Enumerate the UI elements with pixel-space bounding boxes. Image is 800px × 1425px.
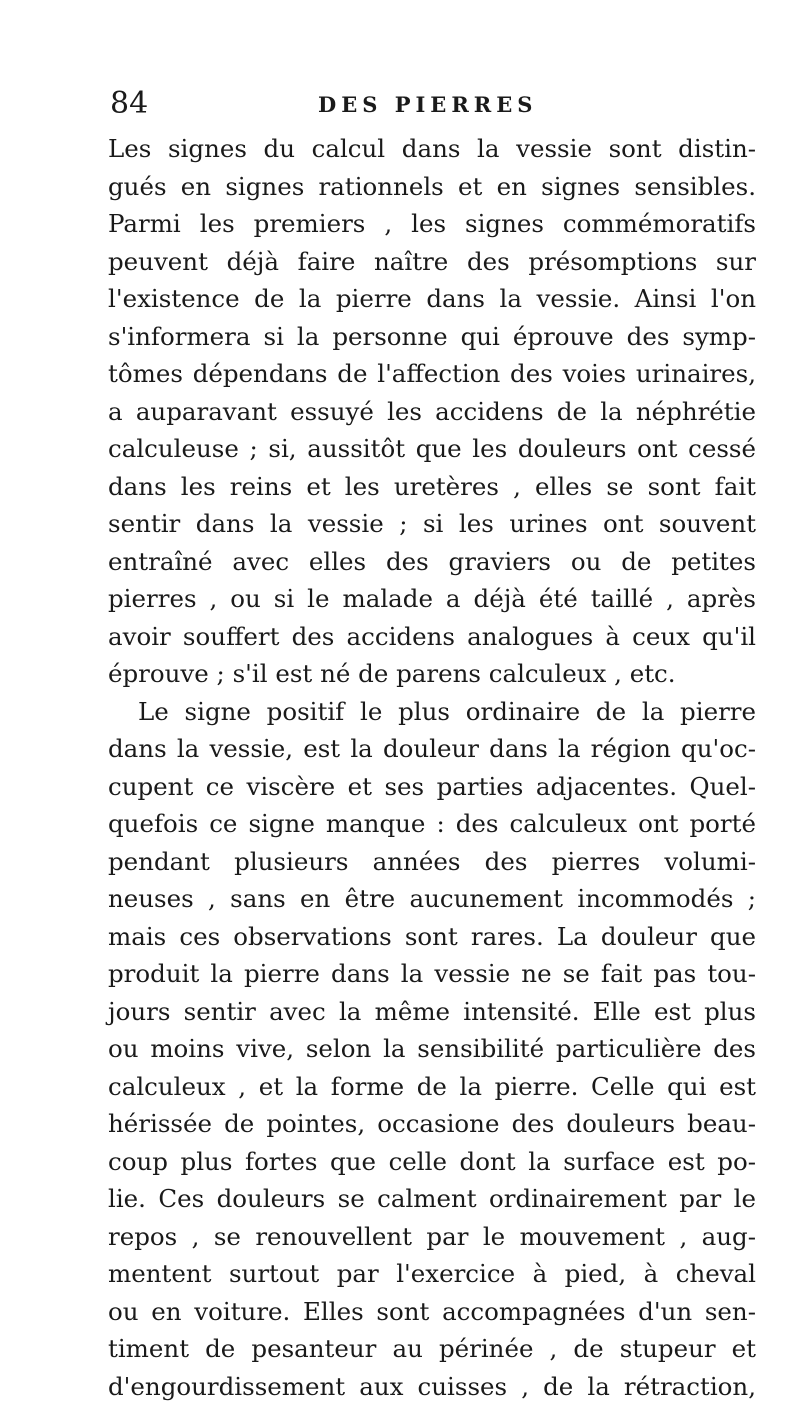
text-line: peuvent déjà faire naître des présomptions sur <box>108 246 756 276</box>
text-line: Parmi les premiers , les signes commémoratifs <box>108 209 756 238</box>
text-line: calculeuse ; si, aussitôt que les douleurs ont cessé <box>108 434 756 463</box>
text-line: avoir souffert des accidens analogues à ceux qu'il <box>108 621 756 651</box>
text-line: éprouve ; s'il est né de parens calculeux , etc. <box>108 659 676 688</box>
text-line: timent de pesanteur au périnée , de stupeur et <box>108 1334 756 1363</box>
running-head <box>108 84 708 124</box>
text-line: sentir dans la vessie ; si les urines ont souvent <box>108 509 756 538</box>
text-line: ou moins vive, selon la sensibilité particulière des <box>108 1034 756 1063</box>
text-line: jours sentir avec la même intensité. Elle est plus <box>108 996 756 1026</box>
text-line: pierres , ou si le malade a déjà été taillé , après <box>108 584 756 613</box>
page-number: 84 <box>110 86 149 121</box>
text-line: quefois ce signe manque : des calculeux ont porté <box>108 809 756 838</box>
running-title: DES PIERRES <box>318 92 538 117</box>
paragraph-start-line: Le signe positif le plus ordinaire de la pierre <box>138 696 756 726</box>
text-line: pendant plusieurs années des pierres volumi- <box>108 846 756 876</box>
text-line: d'engourdissement aux cuisses , de la rétraction, <box>108 1371 756 1401</box>
text-line: mentent surtout par l'exercice à pied, à cheval <box>108 1259 756 1288</box>
text-line: repos , se renouvellent par le mouvement , aug- <box>108 1221 756 1251</box>
text-line: a auparavant essuyé les accidens de la néphrétie <box>108 396 756 426</box>
text-line: Les signes du calcul dans la vessie sont distin- <box>108 134 756 163</box>
text-line: l'existence de la pierre dans la vessie. Ainsi l'on <box>108 284 756 313</box>
text-line: cupent ce viscère et ses parties adjacentes. Quel- <box>108 771 756 801</box>
text-line: neuses , sans en être aucunement incommodés ; <box>108 884 756 913</box>
text-line: calculeux , et la forme de la pierre. Celle qui est <box>108 1071 756 1101</box>
text-line: entraîné avec elles des graviers ou de petites <box>108 546 756 576</box>
body-text <box>108 130 756 1405</box>
text-line: tômes dépendans de l'affection des voies urinaires, <box>108 359 756 388</box>
text-line: gués en signes rationnels et en signes sensibles. <box>108 171 756 201</box>
text-line: mais ces observations sont rares. La douleur que <box>108 921 756 951</box>
text-line: coup plus fortes que celle dont la surface est po- <box>108 1146 756 1176</box>
text-line: lie. Ces douleurs se calment ordinairement par le <box>108 1184 756 1213</box>
text-line: s'informera si la personne qui éprouve des symp- <box>108 321 756 351</box>
text-line: ou en voiture. Elles sont accompagnées d'un sen- <box>108 1296 756 1326</box>
text-line: dans la vessie, est la douleur dans la région qu'oc- <box>108 734 756 763</box>
text-line: produit la pierre dans la vessie ne se fait pas tou- <box>108 959 756 988</box>
text-line: dans les reins et les uretères , elles se sont fait <box>108 471 756 501</box>
text-line: hérissée de pointes, occasione des douleurs beau- <box>108 1109 756 1138</box>
